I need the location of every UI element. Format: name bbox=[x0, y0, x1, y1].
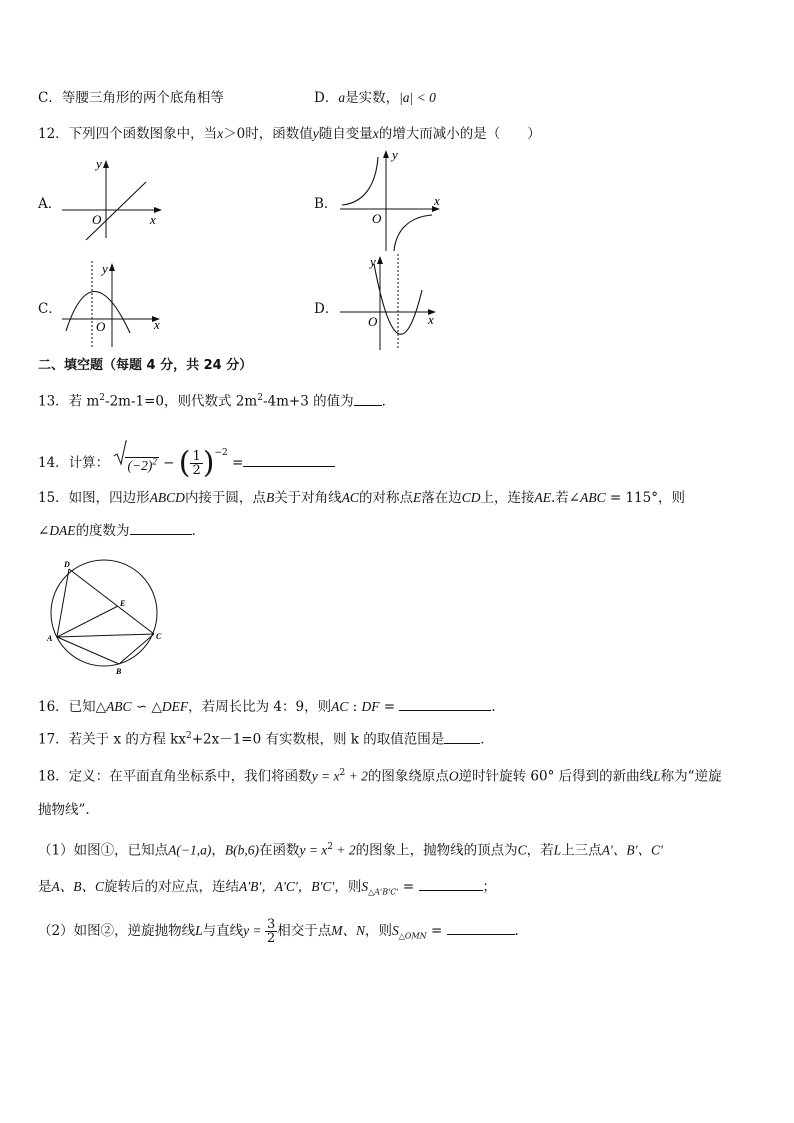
graph-d bbox=[336, 250, 451, 355]
q11-option-d: D．a是实数，|a| < 0 bbox=[314, 90, 436, 106]
graph-c-y-label: y bbox=[102, 261, 108, 276]
q18-part2-answer-blank[interactable] bbox=[447, 920, 515, 935]
q13: 13．若 $m^2-2m-1=0$，则代数式 $2m^2-4m+3$ 的值为 ． bbox=[38, 388, 395, 412]
graph-b bbox=[336, 145, 451, 255]
q15-circle-figure bbox=[40, 555, 170, 675]
graph-a-x-label: x bbox=[150, 212, 156, 227]
fig-label-e: E bbox=[120, 599, 126, 608]
graph-a-y-label: y bbox=[96, 156, 102, 171]
q11-option-c: C．等腰三角形的两个底角相等 bbox=[38, 90, 224, 106]
q18-part2: （2）如图②，逆旋抛物线L与直线y = $\frac{3}{2}$ 相交于点M、N，则$S_{\triangle OMN}$ = ． bbox=[38, 917, 529, 946]
q14: 14．计算： $(-2)^2$ − ( $\frac{1}{2}$ )$^{-2}$ = bbox=[38, 438, 335, 481]
graph-d-origin: O bbox=[368, 314, 378, 329]
q16: 16．已知△ABC ∽ △DEF，若周长比为 4：9，则AC : DF = ． bbox=[38, 696, 505, 717]
graph-c-origin: O bbox=[96, 319, 106, 334]
q12-label-c: C． bbox=[38, 301, 62, 317]
q18-line2: 抛物线”. bbox=[38, 802, 90, 818]
fig-label-b: B bbox=[116, 667, 122, 675]
q12-label-a: A． bbox=[38, 196, 62, 212]
q16-answer-blank[interactable] bbox=[399, 696, 491, 711]
graph-c-x-label: x bbox=[154, 317, 160, 332]
fig-label-a: A bbox=[47, 634, 53, 643]
q18-part1-line2: 是A、B、C旋转后的对应点，连结A'B'，A'C'，B'C'，则$S_{\triangle A'B'C'}$ = ； bbox=[38, 876, 496, 903]
section-title: 二、填空题（每题 4 分，共 24 分） bbox=[38, 358, 253, 373]
graph-d-y-label: y bbox=[370, 254, 376, 269]
q18-line1: 18．定义：在平面直角坐标系中，我们将函数$y = x^2 + 2$的图象绕原点O逆时针旋转 60° 后得到的新曲线L称为“逆旋 bbox=[38, 768, 722, 785]
q12-label-b: B． bbox=[314, 196, 338, 212]
graph-a bbox=[58, 150, 168, 245]
q12-stem: 12．下列四个函数图象中，当x＞0时，函数值y随自变量x的增大而减小的是（ ） bbox=[38, 126, 541, 142]
fig-label-c: C bbox=[156, 632, 162, 641]
q17: 17．若关于 x 的方程 $kx^2+2x-1=0$ 有实数根，则 k 的取值范围是 ． bbox=[38, 726, 494, 750]
q17-answer-blank[interactable] bbox=[444, 729, 480, 744]
q15-line1: 15．如图，四边形ABCD内接于圆，点B关于对角线AC的对称点E落在边CD上，连接AE.若∠ABC = 115°，则 bbox=[38, 490, 685, 506]
graph-c bbox=[58, 255, 173, 350]
q18-part1-answer-blank[interactable] bbox=[419, 876, 483, 891]
fig-label-d: D bbox=[64, 560, 70, 569]
graph-b-y-label: y bbox=[392, 147, 398, 162]
q18-part1-line1: （1）如图①，已知点A(−1,a)，B(b,6)在函数$y = x^2 + 2$的图象上，抛物线的顶点为C，若L上三点A'、B'、C' bbox=[38, 842, 663, 859]
q13-answer-blank[interactable] bbox=[354, 391, 382, 406]
q15-line2: ∠DAE的度数为 ． bbox=[38, 520, 205, 541]
graph-b-origin: O bbox=[372, 211, 382, 226]
q12-label-d: D． bbox=[314, 301, 339, 317]
q15-answer-blank[interactable] bbox=[130, 520, 192, 535]
q14-answer-blank[interactable] bbox=[243, 452, 335, 467]
graph-d-x-label: x bbox=[428, 312, 434, 327]
graph-a-origin: O bbox=[92, 212, 102, 227]
graph-b-x-label: x bbox=[434, 193, 440, 208]
